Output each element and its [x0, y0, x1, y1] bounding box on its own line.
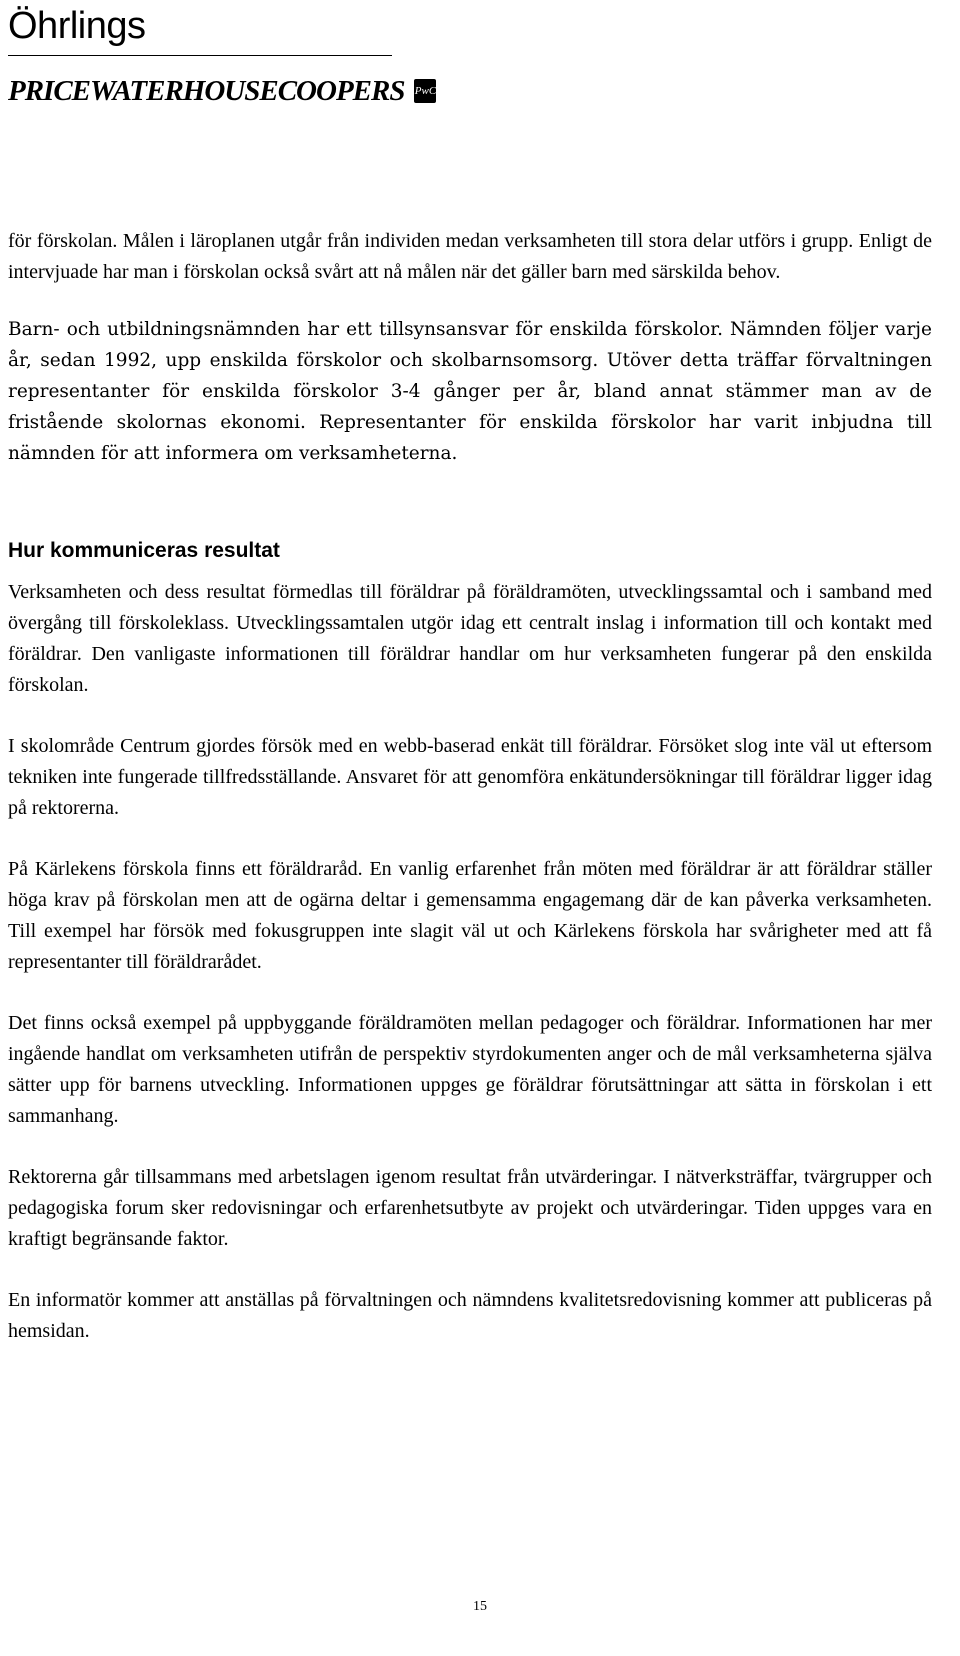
paragraph-7: Rektorerna går tillsammans med arbetslagen igenom resultat från utvärderingar. I nätverksträffar, tvärgrupper och pedagogiska forum sker redovisningar och erfarenhetsutbyte av projekt och utvärderingar. Tiden uppges vara en kraftigt begränsande faktor.: [8, 1166, 932, 1250]
brand-ohrlings-logo: Öhrlings: [8, 5, 146, 47]
paragraph-4: I skolområde Centrum gjordes försök med en webb-baserad enkät till föräldrar. Försöket slog inte väl ut eftersom tekniken inte fungerade tillfredsställande. Ansvaret för att genomföra enkätundersökningar till föräldrar ligger idag på rektorerna.: [8, 735, 932, 819]
section-heading: Hur kommuniceras resultat: [8, 539, 280, 562]
pwc-seal-icon: PwC: [414, 79, 436, 103]
paragraph-5: På Kärlekens förskola finns ett föräldraråd. En vanlig erfarenhet från möten med föräldrar är att föräldrar ställer höga krav på förskolan men att de ogärna deltar i gemensamma engagemang där de kan påverka verksamheten. Till exempel har försök med fokusgruppen inte slagit väl ut och Kärlekens förskola har svårigheter med att få representanter till föräldrarådet.: [8, 858, 932, 973]
page-header: [8, 0, 437, 130]
paragraph-6: Det finns också exempel på uppbyggande föräldramöten mellan pedagoger och föräldrar. Informationen har mer ingående handlat om verksamheten utifrån de perspektiv styrdokumenten anger och de mål verksamheterna själva sätter upp för barnens utveckling. Informationen uppges ge föräldrar förutsättningar att sätta in förskolan i ett sammanhang.: [8, 1012, 932, 1127]
paragraph-1: för förskolan. Målen i läroplanen utgår från individen medan verksamheten till stora delar utförs i grupp. Enligt de intervjuade har man i förskolan också svårt att nå målen när det gäller barn med särskilda behov.: [8, 230, 932, 283]
paragraph-3: Verksamheten och dess resultat förmedlas till föräldrar på föräldramöten, utvecklingssamtal och i samband med övergång till förskoleklass. Utvecklingssamtalen utgör idag ett centralt inslag i information till och kontakt med föräldrar. Den vanligaste informationen till föräldrar handlar om hur verksamheten fungerar på den enskilda förskolan.: [8, 581, 932, 696]
document-body: [8, 226, 932, 1347]
paragraph-8: En informatör kommer att anställas på förvaltningen och nämndens kvalitetsredovisning kommer att publiceras på hemsidan.: [8, 1289, 932, 1342]
pwc-logo: [8, 68, 436, 114]
page-number: 15: [473, 1599, 487, 1614]
paragraph-2: Barn- och utbildningsnämnden har ett tillsynsansvar för enskilda förskolor. Nämnden följer varje år, sedan 1992, upp enskilda förskolor och skolbarnsomsorg. Utöver detta träffar förvaltningen representanter för enskilda förskolor 3-4 gånger per år, bland annat stämmer man av de fristående skolornas ekonomi. Representanter för enskilda förskolor har varit inbjudna till nämnden för att informera om verksamheterna.: [8, 319, 932, 464]
header-divider: [8, 55, 392, 56]
pwc-wordmark: PRICEWATERHOUSECOOPERS: [8, 75, 405, 107]
